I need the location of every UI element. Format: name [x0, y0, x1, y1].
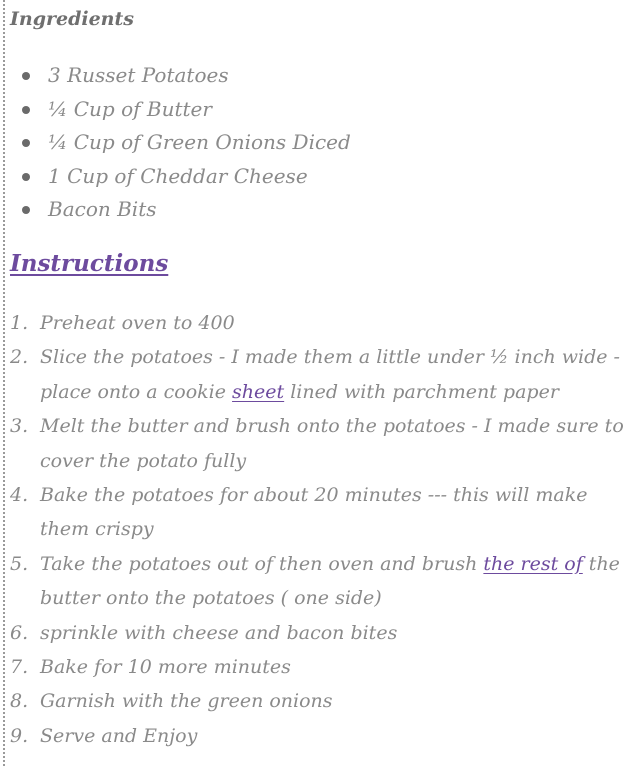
- step-number: 7.: [10, 656, 29, 679]
- step-text: Preheat oven to 400: [40, 312, 235, 334]
- ingredient-text: ¼ Cup of Butter: [48, 96, 212, 121]
- ingredient-text: Bacon Bits: [48, 197, 157, 221]
- step-text: lined with parchment paper: [284, 380, 559, 403]
- instruction-step: [10, 684, 635, 718]
- step-text: sprinkle with cheese and bacon bites: [40, 621, 398, 644]
- bullet-icon: [22, 72, 30, 80]
- bullet-icon: [22, 139, 30, 147]
- bullet-icon: [22, 206, 30, 214]
- step-number: 8.: [10, 690, 29, 713]
- step-text: Slice the potatoes - I made them a little under ½ inch wide - place onto a cookie: [40, 346, 620, 403]
- dotted-border: [3, 0, 5, 766]
- step-number: 6.: [10, 621, 29, 644]
- instruction-step: [10, 306, 635, 340]
- sheet-link[interactable]: sheet: [232, 380, 285, 403]
- the-rest-of-link[interactable]: the rest of: [483, 552, 583, 575]
- instructions-heading: Instructions: [10, 250, 169, 277]
- step-number: 5.: [10, 552, 29, 575]
- instructions-list: [10, 306, 635, 753]
- step-text: Take the potatoes out of then oven and brush: [40, 552, 484, 575]
- bullet-icon: [22, 173, 30, 181]
- step-text: the butter onto the potatoes ( one side): [40, 552, 620, 610]
- ingredient-item: [10, 126, 351, 160]
- instruction-step: [10, 719, 635, 753]
- step-number: 9.: [10, 724, 29, 747]
- instruction-step: [10, 409, 635, 478]
- step-text: Melt the butter and brush onto the potatoes - I made sure to cover the potato fully: [40, 415, 624, 472]
- instruction-step: [10, 650, 635, 684]
- step-text: Garnish with the green onions: [40, 690, 333, 713]
- bullet-icon: [22, 106, 30, 114]
- ingredient-text: 1 Cup of Cheddar Cheese: [48, 163, 308, 188]
- step-number: 2.: [10, 346, 29, 369]
- step-text: Bake the potatoes for about 20 minutes --- this will make them crispy: [40, 484, 588, 541]
- ingredient-item: [10, 193, 351, 227]
- ingredient-item: [10, 160, 351, 194]
- step-text: Serve and Enjoy: [40, 724, 198, 747]
- ingredients-heading: Ingredients: [10, 8, 134, 30]
- step-text: Bake for 10 more minutes: [40, 656, 291, 679]
- ingredient-text: 3 Russet Potatoes: [48, 63, 229, 87]
- step-number: 4.: [10, 484, 29, 507]
- step-number: 3.: [10, 415, 29, 438]
- step-number: 1.: [10, 312, 29, 334]
- ingredient-text: ¼ Cup of Green Onions Diced: [48, 130, 351, 154]
- ingredient-item: [10, 59, 351, 93]
- ingredient-item: [10, 93, 351, 127]
- instruction-step: [10, 616, 635, 650]
- instruction-step: [10, 340, 635, 409]
- instruction-step: [10, 478, 635, 547]
- ingredients-list: [10, 59, 351, 227]
- instruction-step: [10, 547, 635, 616]
